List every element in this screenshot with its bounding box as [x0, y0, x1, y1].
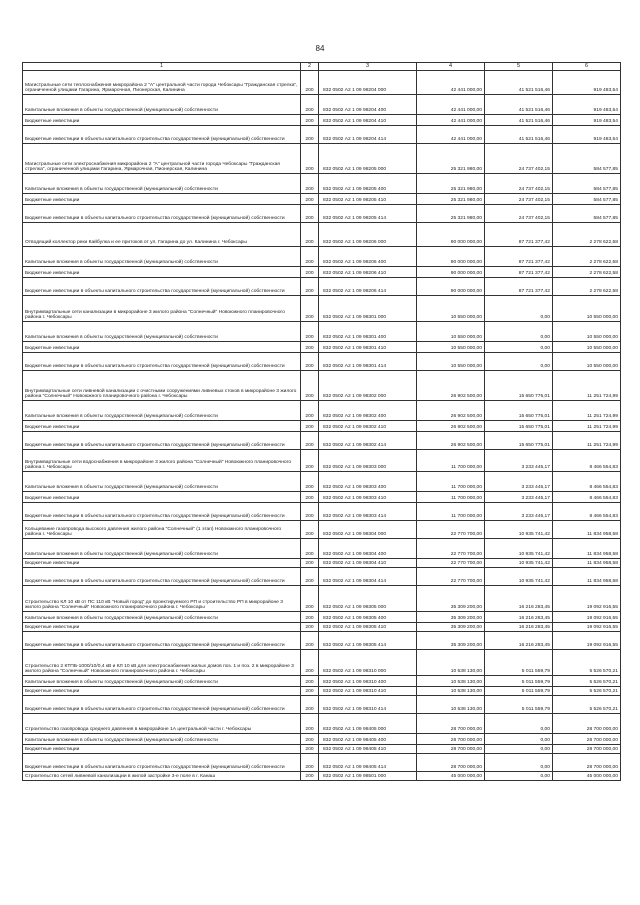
row-classification-code: 832 0502 А2 1 09 98302 414	[319, 432, 417, 450]
row-amount-planned: 25 321 980,00	[417, 194, 485, 205]
table-row	[23, 144, 621, 174]
row-amount-executed: 0,00	[485, 296, 553, 322]
row-name: Бюджетные инвестиции в объекты капитального строительства государственной (муниципальной) собственности	[23, 353, 301, 371]
row-amount-executed: 15 650 775,01	[485, 432, 553, 450]
row-code: 200	[301, 115, 319, 126]
row-amount-remaining: 5 526 570,21	[553, 676, 621, 687]
row-amount-executed: 41 521 516,46	[485, 71, 553, 95]
row-code: 200	[301, 353, 319, 371]
budget-table	[22, 62, 621, 781]
row-code: 200	[301, 745, 319, 754]
table-row	[23, 71, 621, 95]
table-row	[23, 492, 621, 503]
row-name: Магистральные сети теплоснабжения микрорайона 2 "А" центральной части города Чебоксары "Гражданская стрелка", ограниченной улицами Гагарина, Ярмарочная, Пионерская, Калинина	[23, 71, 301, 95]
row-amount-executed: 15 650 775,01	[485, 401, 553, 421]
table-row	[23, 267, 621, 278]
row-code: 200	[301, 95, 319, 115]
row-code: 200	[301, 503, 319, 521]
row-code: 200	[301, 521, 319, 539]
row-amount-planned: 28 700 000,00	[417, 734, 485, 745]
row-amount-executed: 24 737 402,15	[485, 194, 553, 205]
table-header-row	[23, 63, 621, 71]
row-classification-code: 832 0502 А2 1 09 98301 400	[319, 322, 417, 342]
row-classification-code: 832 0502 А2 1 09 98205 410	[319, 194, 417, 205]
table-row	[23, 714, 621, 734]
row-classification-code: 832 0502 А2 1 09 98405 000	[319, 714, 417, 734]
row-amount-remaining: 28 700 000,00	[553, 754, 621, 772]
row-name: Магистральные сети электроснабжения микрорайона 2 "А" центральной части города Чебоксары "Гражданская стрелка", ограниченной улицами Гагарина, Ярмарочная, Пионерская, Калинина	[23, 144, 301, 174]
row-amount-remaining: 45 000 000,00	[553, 772, 621, 781]
row-classification-code: 832 0502 А2 1 09 98205 000	[319, 144, 417, 174]
row-classification-code: 832 0502 А2 1 09 98301 410	[319, 342, 417, 353]
row-amount-remaining: 10 550 000,00	[553, 342, 621, 353]
row-amount-remaining: 8 466 554,83	[553, 492, 621, 503]
row-amount-planned: 35 309 200,00	[417, 623, 485, 632]
table-row	[23, 296, 621, 322]
row-name: Бюджетные инвестиции в объекты капитального строительства государственной (муниципальной) собственности	[23, 126, 301, 144]
table-row	[23, 568, 621, 586]
row-classification-code: 832 0502 А2 1 09 98305 414	[319, 632, 417, 650]
row-amount-remaining: 5 526 570,21	[553, 650, 621, 676]
row-code: 200	[301, 71, 319, 95]
row-classification-code: 832 0502 А2 1 09 98205 414	[319, 205, 417, 223]
table-row	[23, 371, 621, 401]
table-row	[23, 521, 621, 539]
page-number: 84	[315, 44, 325, 53]
row-amount-executed: 10 935 741,42	[485, 539, 553, 559]
table-row	[23, 401, 621, 421]
row-name: Бюджетные инвестиции	[23, 267, 301, 278]
row-amount-remaining: 2 278 622,58	[553, 223, 621, 247]
row-name: Бюджетные инвестиции	[23, 623, 301, 632]
table-row	[23, 623, 621, 632]
row-amount-executed: 16 216 283,45	[485, 586, 553, 612]
row-classification-code: 832 0502 А2 1 09 98301 414	[319, 353, 417, 371]
table-row	[23, 632, 621, 650]
row-classification-code: 832 0502 А2 1 09 98303 400	[319, 472, 417, 492]
row-name: Бюджетные инвестиции в объекты капитального строительства государственной (муниципальной) собственности	[23, 278, 301, 296]
column-header: 5	[485, 63, 553, 71]
row-classification-code: 832 0502 А2 1 09 98303 410	[319, 492, 417, 503]
row-name: Строительство КЛ 10 кВ от ПС 110 кВ "Новый город" до проектируемого РП и строительство РП в микрорайоне 3 жилого района "Солнечный" Новоюжного планировочного района г. Чебоксары	[23, 586, 301, 612]
row-amount-remaining: 2 278 622,58	[553, 278, 621, 296]
row-amount-remaining: 11 251 724,99	[553, 421, 621, 432]
row-name: Капитальные вложения в объекты государственной (муниципальной) собственности	[23, 472, 301, 492]
row-name: Внутриквартальные сети ливневой канализации с очистными сооружениями ливневых стоков в микрорайоне 3 жилого района "Солнечный" Новоюжного планировочного района г. Чебоксары	[23, 371, 301, 401]
table-row	[23, 342, 621, 353]
row-amount-executed: 87 721 377,42	[485, 267, 553, 278]
table-row	[23, 472, 621, 492]
row-name: Капитальные вложения в объекты государственной (муниципальной) собственности	[23, 95, 301, 115]
row-code: 200	[301, 650, 319, 676]
row-code: 200	[301, 714, 319, 734]
row-amount-planned: 42 441 000,00	[417, 95, 485, 115]
row-name: Бюджетные инвестиции	[23, 492, 301, 503]
row-amount-executed: 24 737 402,15	[485, 144, 553, 174]
row-amount-planned: 22 770 700,00	[417, 521, 485, 539]
row-amount-remaining: 584 577,85	[553, 144, 621, 174]
row-amount-executed: 41 521 516,46	[485, 95, 553, 115]
row-amount-remaining: 19 092 916,55	[553, 623, 621, 632]
table-row	[23, 247, 621, 267]
table-row	[23, 95, 621, 115]
row-amount-planned: 35 309 200,00	[417, 586, 485, 612]
table-row	[23, 612, 621, 623]
row-code: 200	[301, 322, 319, 342]
row-classification-code: 832 0502 А2 1 09 98405 400	[319, 734, 417, 745]
row-amount-executed: 0,00	[485, 772, 553, 781]
table-row	[23, 676, 621, 687]
row-classification-code: 832 0502 А2 1 09 98301 000	[319, 296, 417, 322]
row-amount-planned: 42 441 000,00	[417, 115, 485, 126]
row-name: Кольцевание газопровода высокого давления жилого района "Солнечный" (1 этап) Новоюжного планировочного района г. Чебоксары	[23, 521, 301, 539]
row-code: 200	[301, 632, 319, 650]
row-amount-planned: 26 902 500,00	[417, 432, 485, 450]
row-amount-remaining: 8 466 554,83	[553, 503, 621, 521]
row-name: Внутриквартальные сети водоснабжения в микрорайоне 3 жилого района "Солнечный" Новоюжного планировочного района г. Чебоксары	[23, 450, 301, 472]
row-name: Внутриквартальные сети канализации в микрорайоне 3 жилого района "Солнечный" Новоюжного планировочного района г. Чебоксары	[23, 296, 301, 322]
row-classification-code: 832 0502 А2 1 09 98204 414	[319, 126, 417, 144]
row-amount-planned: 10 538 130,00	[417, 687, 485, 696]
row-amount-executed: 41 521 516,46	[485, 126, 553, 144]
row-amount-planned: 22 770 700,00	[417, 539, 485, 559]
row-amount-remaining: 5 526 570,21	[553, 696, 621, 714]
row-amount-executed: 3 233 445,17	[485, 450, 553, 472]
table-row	[23, 687, 621, 696]
row-amount-planned: 10 550 000,00	[417, 296, 485, 322]
row-amount-remaining: 19 092 916,55	[553, 612, 621, 623]
row-name: Бюджетные инвестиции	[23, 342, 301, 353]
row-name: Капитальные вложения в объекты государственной (муниципальной) собственности	[23, 612, 301, 623]
row-amount-remaining: 919 483,54	[553, 126, 621, 144]
row-code: 200	[301, 432, 319, 450]
row-amount-planned: 10 538 130,00	[417, 676, 485, 687]
row-amount-executed: 16 216 283,45	[485, 612, 553, 623]
row-amount-remaining: 19 092 916,55	[553, 586, 621, 612]
row-name: Бюджетные инвестиции	[23, 559, 301, 568]
row-code: 200	[301, 144, 319, 174]
row-name: Бюджетные инвестиции в объекты капитального строительства государственной (муниципальной) собственности	[23, 503, 301, 521]
row-name: Бюджетные инвестиции в объекты капитального строительства государственной (муниципальной) собственности	[23, 696, 301, 714]
row-amount-planned: 11 700 000,00	[417, 503, 485, 521]
row-amount-executed: 3 233 445,17	[485, 503, 553, 521]
row-code: 200	[301, 568, 319, 586]
row-amount-executed: 16 216 283,45	[485, 632, 553, 650]
row-name: Бюджетные инвестиции	[23, 687, 301, 696]
row-code: 200	[301, 696, 319, 714]
column-header: 6	[553, 63, 621, 71]
row-code: 200	[301, 539, 319, 559]
row-classification-code: 832 0502 А2 1 09 98206 000	[319, 223, 417, 247]
row-amount-executed: 0,00	[485, 714, 553, 734]
row-code: 200	[301, 194, 319, 205]
row-classification-code: 832 0502 А2 1 09 98206 410	[319, 267, 417, 278]
row-amount-planned: 42 441 000,00	[417, 126, 485, 144]
row-amount-planned: 11 700 000,00	[417, 492, 485, 503]
row-amount-executed: 10 935 741,42	[485, 568, 553, 586]
table-row	[23, 772, 621, 781]
row-amount-executed: 87 721 377,42	[485, 278, 553, 296]
row-amount-remaining: 584 577,85	[553, 194, 621, 205]
row-amount-executed: 0,00	[485, 734, 553, 745]
row-amount-remaining: 11 834 958,58	[553, 559, 621, 568]
row-amount-executed: 41 521 516,46	[485, 115, 553, 126]
row-name: Строительство сетей ливневой канализации в жилой застройке 3-е поле в г. Канаш	[23, 772, 301, 781]
row-code: 200	[301, 126, 319, 144]
row-code: 200	[301, 278, 319, 296]
row-amount-executed: 15 650 775,01	[485, 421, 553, 432]
table-row	[23, 322, 621, 342]
row-amount-remaining: 10 550 000,00	[553, 296, 621, 322]
row-name: Строительство газопровода среднего давления в микрорайоне 1А центральной части г. Чебоксары	[23, 714, 301, 734]
row-name: Бюджетные инвестиции в объекты капитального строительства государственной (муниципальной) собственности	[23, 432, 301, 450]
row-amount-planned: 11 700 000,00	[417, 472, 485, 492]
row-name: Бюджетные инвестиции	[23, 745, 301, 754]
row-classification-code: 832 0502 А2 1 09 98206 400	[319, 247, 417, 267]
row-code: 200	[301, 472, 319, 492]
row-amount-planned: 25 321 980,00	[417, 174, 485, 194]
table-row	[23, 734, 621, 745]
row-name: Капитальные вложения в объекты государственной (муниципальной) собственности	[23, 401, 301, 421]
table-row	[23, 432, 621, 450]
row-code: 200	[301, 401, 319, 421]
row-classification-code: 832 0502 А2 1 09 98303 000	[319, 450, 417, 472]
row-amount-planned: 90 000 000,00	[417, 223, 485, 247]
row-amount-planned: 22 770 700,00	[417, 559, 485, 568]
column-header: 1	[23, 63, 301, 71]
row-amount-planned: 28 700 000,00	[417, 745, 485, 754]
row-amount-executed: 3 233 445,17	[485, 492, 553, 503]
table-row	[23, 115, 621, 126]
row-amount-planned: 42 441 000,00	[417, 71, 485, 95]
row-amount-executed: 10 935 741,42	[485, 521, 553, 539]
row-name: Бюджетные инвестиции в объекты капитального строительства государственной (муниципальной) собственности	[23, 754, 301, 772]
row-code: 200	[301, 676, 319, 687]
row-amount-remaining: 11 251 724,99	[553, 371, 621, 401]
row-code: 200	[301, 623, 319, 632]
table-row	[23, 126, 621, 144]
row-amount-planned: 10 550 000,00	[417, 342, 485, 353]
row-amount-remaining: 28 700 000,00	[553, 714, 621, 734]
row-classification-code: 832 0502 А2 1 09 98205 400	[319, 174, 417, 194]
row-amount-executed: 5 011 559,79	[485, 687, 553, 696]
row-amount-remaining: 28 700 000,00	[553, 745, 621, 754]
row-amount-remaining: 8 466 554,83	[553, 450, 621, 472]
table-row	[23, 278, 621, 296]
row-amount-remaining: 11 251 724,99	[553, 401, 621, 421]
row-name: Капитальные вложения в объекты государственной (муниципальной) собственности	[23, 676, 301, 687]
column-header: 3	[319, 63, 417, 71]
row-amount-executed: 0,00	[485, 322, 553, 342]
row-amount-planned: 25 321 980,00	[417, 205, 485, 223]
row-amount-remaining: 10 550 000,00	[553, 322, 621, 342]
table-row	[23, 696, 621, 714]
column-header: 4	[417, 63, 485, 71]
row-classification-code: 832 0502 А2 1 09 98302 000	[319, 371, 417, 401]
row-amount-planned: 26 902 500,00	[417, 371, 485, 401]
row-amount-remaining: 2 278 622,58	[553, 267, 621, 278]
row-amount-remaining: 8 466 554,83	[553, 472, 621, 492]
row-code: 200	[301, 687, 319, 696]
row-amount-remaining: 11 834 958,58	[553, 539, 621, 559]
column-header: 2	[301, 63, 319, 71]
row-classification-code: 832 0502 А2 1 09 98310 414	[319, 696, 417, 714]
row-classification-code: 832 0502 А2 1 09 98405 410	[319, 745, 417, 754]
row-code: 200	[301, 772, 319, 781]
row-code: 200	[301, 421, 319, 432]
row-amount-planned: 10 538 130,00	[417, 696, 485, 714]
row-classification-code: 832 0502 А2 1 09 98204 000	[319, 71, 417, 95]
row-code: 200	[301, 342, 319, 353]
row-amount-planned: 25 321 980,00	[417, 144, 485, 174]
row-amount-executed: 5 011 559,79	[485, 676, 553, 687]
row-amount-planned: 35 309 200,00	[417, 612, 485, 623]
row-amount-executed: 16 216 283,45	[485, 623, 553, 632]
table-row	[23, 450, 621, 472]
row-amount-planned: 28 700 000,00	[417, 754, 485, 772]
row-code: 200	[301, 450, 319, 472]
row-code: 200	[301, 223, 319, 247]
row-classification-code: 832 0502 А2 1 09 98304 400	[319, 539, 417, 559]
row-name: Бюджетные инвестиции	[23, 421, 301, 432]
row-amount-executed: 0,00	[485, 754, 553, 772]
row-name: Строительство 2 КТПБ-1000/10/0,4 кВ и КЛ 10 кВ для электроснабжения жилых домов поз. 1 и поз. 2 в микрорайоне 3 жилого района "Солнечный" Новоюжного планировочного района г. Чебоксары	[23, 650, 301, 676]
row-code: 200	[301, 586, 319, 612]
row-classification-code: 832 0502 А2 1 09 98303 414	[319, 503, 417, 521]
row-classification-code: 832 0502 А2 1 09 98405 414	[319, 754, 417, 772]
row-code: 200	[301, 559, 319, 568]
row-name: Капитальные вложения в объекты государственной (муниципальной) собственности	[23, 322, 301, 342]
row-name: Бюджетные инвестиции в объекты капитального строительства государственной (муниципальной) собственности	[23, 205, 301, 223]
row-amount-remaining: 919 483,54	[553, 115, 621, 126]
row-amount-remaining: 28 700 000,00	[553, 734, 621, 745]
row-name: Капитальные вложения в объекты государственной (муниципальной) собственности	[23, 734, 301, 745]
row-classification-code: 832 0502 А2 1 09 98302 400	[319, 401, 417, 421]
row-classification-code: 832 0502 А2 1 09 98204 410	[319, 115, 417, 126]
row-amount-remaining: 11 834 958,58	[553, 521, 621, 539]
row-classification-code: 832 0502 А2 1 09 98305 000	[319, 586, 417, 612]
row-amount-executed: 5 011 559,79	[485, 696, 553, 714]
row-amount-remaining: 19 092 916,55	[553, 632, 621, 650]
table-row	[23, 503, 621, 521]
row-amount-remaining: 919 483,54	[553, 95, 621, 115]
row-amount-executed: 87 721 377,42	[485, 247, 553, 267]
row-code: 200	[301, 371, 319, 401]
row-amount-planned: 90 000 000,00	[417, 267, 485, 278]
row-code: 200	[301, 267, 319, 278]
row-amount-remaining: 11 834 958,58	[553, 568, 621, 586]
row-amount-planned: 10 550 000,00	[417, 322, 485, 342]
row-code: 200	[301, 612, 319, 623]
row-amount-planned: 35 309 200,00	[417, 632, 485, 650]
row-amount-planned: 11 700 000,00	[417, 450, 485, 472]
row-classification-code: 832 0502 А2 1 09 98304 000	[319, 521, 417, 539]
table-row	[23, 194, 621, 205]
row-classification-code: 832 0502 А2 1 09 98304 410	[319, 559, 417, 568]
row-code: 200	[301, 247, 319, 267]
row-amount-planned: 10 538 130,00	[417, 650, 485, 676]
row-amount-executed: 10 935 741,42	[485, 559, 553, 568]
row-name: Капитальные вложения в объекты государственной (муниципальной) собственности	[23, 539, 301, 559]
row-code: 200	[301, 205, 319, 223]
row-classification-code: 832 0502 А2 1 09 98206 414	[319, 278, 417, 296]
row-classification-code: 832 0502 А2 1 09 98501 000	[319, 772, 417, 781]
table-row	[23, 223, 621, 247]
table-row	[23, 754, 621, 772]
table-row	[23, 174, 621, 194]
row-amount-remaining: 584 577,85	[553, 205, 621, 223]
row-amount-remaining: 5 526 570,21	[553, 687, 621, 696]
row-code: 200	[301, 754, 319, 772]
table-row	[23, 205, 621, 223]
row-name: Бюджетные инвестиции в объекты капитального строительства государственной (муниципальной) собственности	[23, 632, 301, 650]
row-amount-executed: 87 721 377,42	[485, 223, 553, 247]
row-amount-executed: 0,00	[485, 353, 553, 371]
row-amount-executed: 0,00	[485, 745, 553, 754]
row-amount-planned: 90 000 000,00	[417, 247, 485, 267]
table-row	[23, 421, 621, 432]
table-row	[23, 745, 621, 754]
row-amount-executed: 3 233 445,17	[485, 472, 553, 492]
row-code: 200	[301, 492, 319, 503]
row-amount-remaining: 11 251 724,99	[553, 432, 621, 450]
table-row	[23, 559, 621, 568]
row-amount-planned: 26 902 500,00	[417, 401, 485, 421]
table-row	[23, 539, 621, 559]
row-amount-planned: 26 902 500,00	[417, 421, 485, 432]
row-name: Бюджетные инвестиции	[23, 194, 301, 205]
row-name: Бюджетные инвестиции в объекты капитального строительства государственной (муниципальной) собственности	[23, 568, 301, 586]
row-classification-code: 832 0502 А2 1 09 98305 400	[319, 612, 417, 623]
row-classification-code: 832 0502 А2 1 09 98310 410	[319, 687, 417, 696]
row-amount-executed: 24 737 402,15	[485, 174, 553, 194]
row-classification-code: 832 0502 А2 1 09 98310 400	[319, 676, 417, 687]
row-code: 200	[301, 174, 319, 194]
row-amount-executed: 5 011 559,79	[485, 650, 553, 676]
row-amount-executed: 24 737 402,15	[485, 205, 553, 223]
table-row	[23, 353, 621, 371]
row-name: Бюджетные инвестиции	[23, 115, 301, 126]
row-code: 200	[301, 296, 319, 322]
row-classification-code: 832 0502 А2 1 09 98310 000	[319, 650, 417, 676]
row-classification-code: 832 0502 А2 1 09 98305 410	[319, 623, 417, 632]
row-code: 200	[301, 734, 319, 745]
row-amount-remaining: 10 550 000,00	[553, 353, 621, 371]
row-amount-planned: 28 700 000,00	[417, 714, 485, 734]
row-amount-executed: 15 650 775,01	[485, 371, 553, 401]
row-amount-remaining: 584 577,85	[553, 174, 621, 194]
row-name: Капитальные вложения в объекты государственной (муниципальной) собственности	[23, 247, 301, 267]
table-row	[23, 586, 621, 612]
row-classification-code: 832 0502 А2 1 09 98302 410	[319, 421, 417, 432]
row-amount-planned: 10 550 000,00	[417, 353, 485, 371]
row-classification-code: 832 0502 А2 1 09 98304 414	[319, 568, 417, 586]
row-amount-remaining: 2 278 622,58	[553, 247, 621, 267]
row-classification-code: 832 0502 А2 1 09 98204 400	[319, 95, 417, 115]
table-body	[23, 71, 621, 781]
row-name: Отводящий коллектор реки Кайбулка и ее притоков от ул. Гагарина до ул. Калинина г. Чебоксары	[23, 223, 301, 247]
row-amount-planned: 22 770 700,00	[417, 568, 485, 586]
row-amount-planned: 45 000 000,00	[417, 772, 485, 781]
row-name: Капитальные вложения в объекты государственной (муниципальной) собственности	[23, 174, 301, 194]
row-amount-planned: 90 000 000,00	[417, 278, 485, 296]
row-amount-executed: 0,00	[485, 342, 553, 353]
table-row	[23, 650, 621, 676]
row-amount-remaining: 919 483,54	[553, 71, 621, 95]
